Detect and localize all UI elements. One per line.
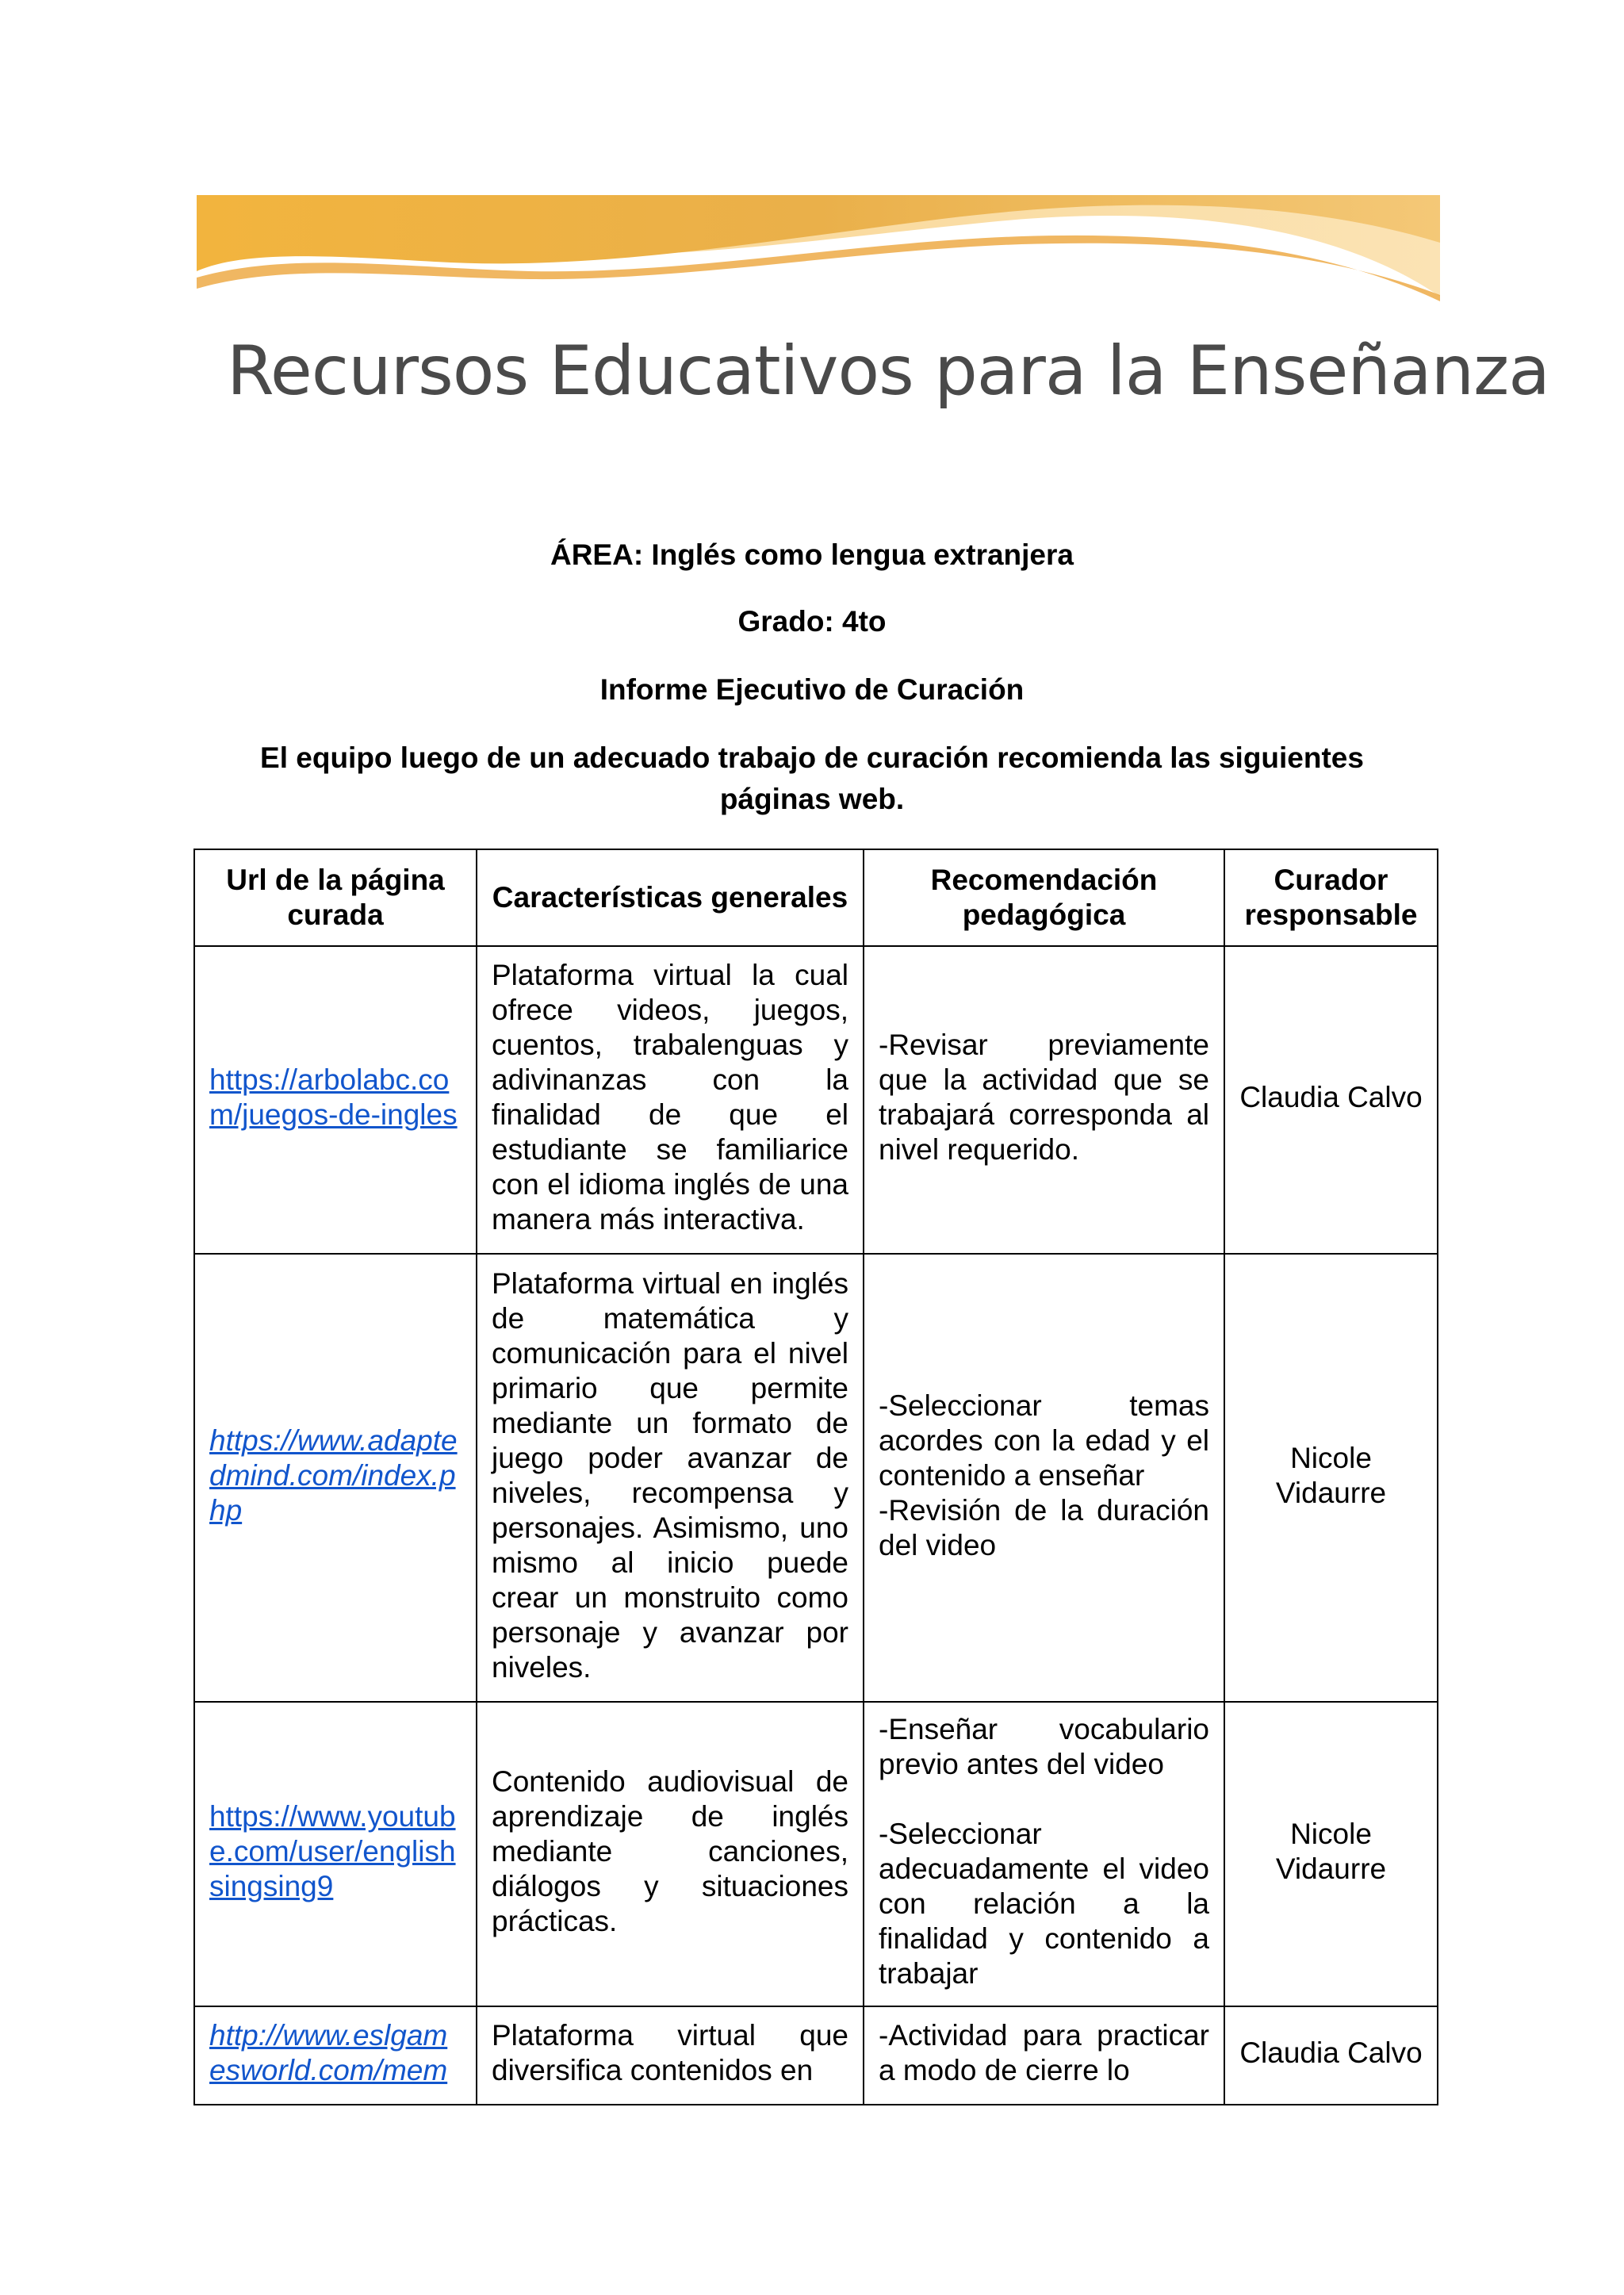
url-cell bbox=[194, 946, 477, 1254]
col-header-recommendation: Recomendación pedagógica bbox=[864, 849, 1224, 946]
recommendation-cell bbox=[864, 1254, 1224, 1702]
line-gap bbox=[879, 1782, 1209, 1817]
table-row bbox=[194, 1702, 1438, 2006]
recommendation-line: -Revisión de la duración del video bbox=[879, 1493, 1209, 1561]
banner-swoosh bbox=[197, 195, 1440, 301]
table-row bbox=[194, 2006, 1438, 2105]
col-header-curator: Curador responsable bbox=[1224, 849, 1438, 946]
curator-cell: Claudia Calvo bbox=[1224, 2006, 1438, 2105]
features-cell: Plataforma virtual en inglés de matemática y comunicación para el nivel primario que permite mediante un formato de juego poder avanzar de niveles, recompensa y personajes. Asimismo, uno mismo al inicio puede crear un monstruito como personaje y avanzar por niveles. bbox=[477, 1254, 864, 1702]
curator-cell: Nicole Vidaurre bbox=[1224, 1702, 1438, 2006]
recommendation-line: -Revisar previamente que la actividad que se trabajará corresponda al nivel requerido. bbox=[879, 1029, 1209, 1166]
grade-heading: Grado: 4to bbox=[737, 605, 887, 638]
url-cell bbox=[194, 2006, 477, 2105]
col-header-features: Características generales bbox=[477, 849, 864, 946]
report-heading: Informe Ejecutivo de Curación bbox=[599, 673, 1025, 706]
features-cell: Plataforma virtual que diversifica contenidos en bbox=[477, 2006, 864, 2105]
url-link[interactable]: https://www.adaptedmind.com/index.php bbox=[209, 1423, 458, 1527]
table-row bbox=[194, 946, 1438, 1254]
recommendation-line: -Seleccionar temas acordes con la edad y el contenido a enseñar bbox=[879, 1389, 1209, 1492]
recommendation-cell bbox=[864, 2006, 1224, 2105]
brand-title: Recursos Educativos para la Enseñanza bbox=[227, 331, 1549, 411]
recommendation-cell bbox=[864, 1702, 1224, 2006]
url-cell bbox=[194, 1254, 477, 1702]
curator-cell: Nicole Vidaurre bbox=[1224, 1254, 1438, 1702]
url-cell bbox=[194, 1702, 477, 2006]
curation-table bbox=[193, 849, 1438, 2105]
features-cell: Contenido audiovisual de aprendizaje de inglés mediante canciones, diálogos y situaciones prácticas. bbox=[477, 1702, 864, 2006]
url-link[interactable]: https://www.youtube.com/user/englishsingsing9 bbox=[209, 1800, 456, 1902]
intro-heading: El equipo luego de un adecuado trabajo de curación recomienda las siguientes páginas web. bbox=[260, 741, 1364, 815]
col-header-url: Url de la página curada bbox=[194, 849, 477, 946]
features-cell: Plataforma virtual la cual ofrece videos, juegos, cuentos, trabalenguas y adivinanzas con la finalidad de que el estudiante se familiarice con el idioma inglés de una manera más interactiva. bbox=[477, 946, 864, 1254]
table-row bbox=[194, 1254, 1438, 1702]
url-link[interactable]: http://www.eslgamesworld.com/mem bbox=[209, 2019, 448, 2086]
recommendation-line: -Seleccionar adecuadamente el video con relación a la finalidad y contenido a trabajar bbox=[879, 1818, 1209, 1990]
area-heading: ÁREA: Inglés como lengua extranjera bbox=[550, 538, 1074, 571]
recommendation-line: -Actividad para practicar a modo de cierre lo bbox=[879, 2019, 1209, 2086]
table-header-row bbox=[194, 849, 1438, 946]
url-link[interactable]: https://arbolabc.com/juegos-de-ingles bbox=[209, 1063, 458, 1131]
recommendation-line: -Enseñar vocabulario previo antes del video bbox=[879, 1713, 1209, 1780]
recommendation-cell bbox=[864, 946, 1224, 1254]
curator-cell: Claudia Calvo bbox=[1224, 946, 1438, 1254]
